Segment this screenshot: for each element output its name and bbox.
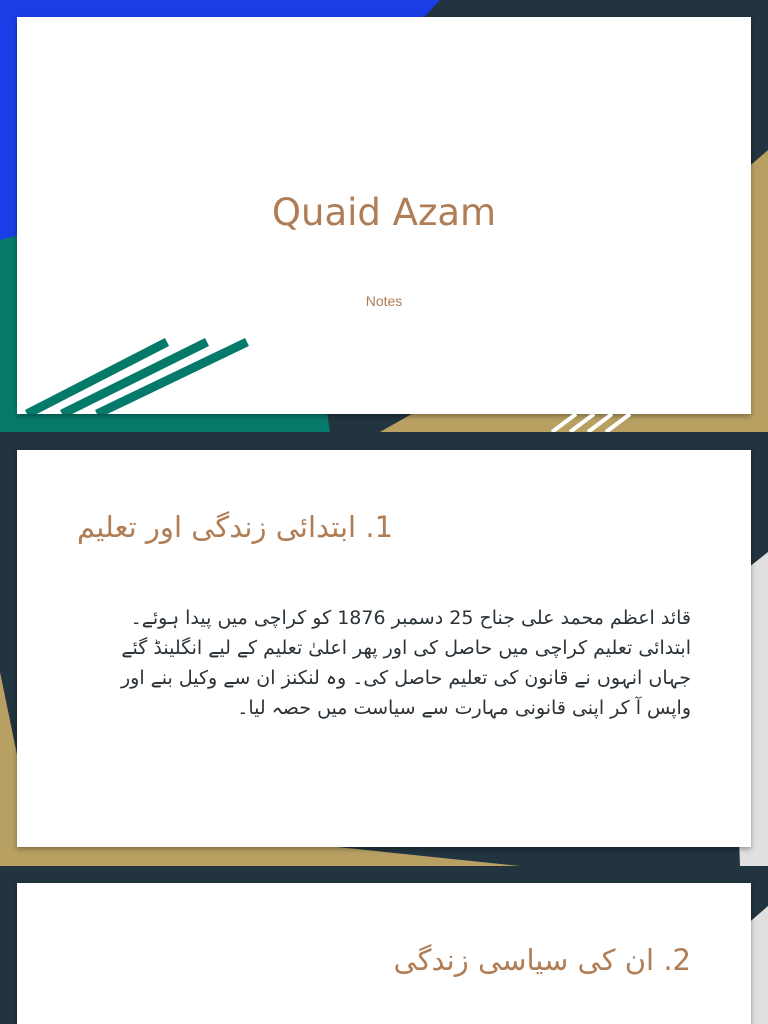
content-slide-card-2 [17, 883, 751, 1024]
presentation-title: Quaid Azam [271, 191, 497, 234]
bottom-stripes [0, 414, 768, 432]
section-heading: 1. ابتدائی زندگی اور تعلیم [77, 510, 394, 544]
slide-2 [0, 432, 768, 866]
content-slide-card [17, 450, 751, 847]
slide-1 [0, 0, 768, 432]
section-heading-2: 2. ان کی سیاسی زندگی [393, 943, 691, 977]
slide-3 [0, 866, 768, 1024]
presentation-subtitle: Notes [365, 293, 403, 309]
title-slide-card [17, 17, 751, 414]
section-body-text: قائد اعظم محمد علی جناح 25 دسمبر 1876 کو کراچی میں پیدا ہوئے۔ ابتدائی تعلیم کراچی میں حاصل کی اور پھر اعلیٰ تعلیم کے لیے انگلینڈ گئے جہاں انہوں نے قانون کی تعلیم حاصل کی۔ وہ لنکنز ان سے وکیل بنے اور واپس آ کر اپنی قانونی مہارت سے سیاست میں حصہ لیا۔ [120, 607, 691, 719]
